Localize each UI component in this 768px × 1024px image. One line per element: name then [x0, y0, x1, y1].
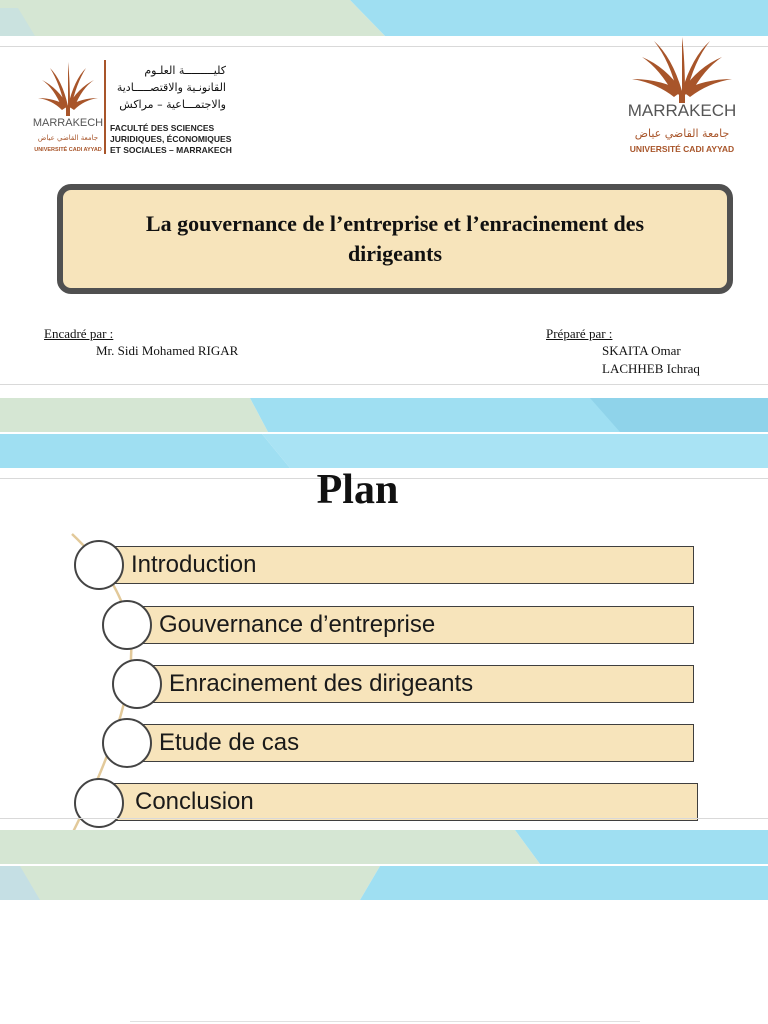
- faculty-arabic-line: القانونـية والاقتصـــــادية: [116, 81, 226, 94]
- bottom-rule: [0, 384, 768, 385]
- bottom-band: [0, 830, 768, 900]
- supervised-label: Encadré par :: [44, 326, 114, 341]
- bullet-circle: [74, 778, 124, 828]
- cover-slide: [0, 0, 768, 385]
- plan-slide: [0, 398, 768, 908]
- plan-item-introduction: [98, 546, 694, 584]
- faculty-arabic: [108, 62, 226, 113]
- plan-item-label: Enracinement des dirigeants: [169, 670, 474, 697]
- bottom-rule: [0, 818, 768, 819]
- logo-left-arabic: جامعة القاضي عياض: [37, 134, 99, 142]
- plan-item-label: Gouvernance d’entreprise: [159, 611, 436, 638]
- plan-item-label: Introduction: [131, 551, 257, 578]
- bullet-circle: [102, 718, 152, 768]
- faculty-arabic-line: والاجتمـــاعية – مراكش: [119, 98, 226, 111]
- plan-title: Plan: [316, 467, 399, 513]
- faculty-french-line: ET SOCIALES – MARRAKECH: [110, 145, 232, 155]
- logo-left-univ: UNIVERSITÉ CADI AYYAD: [34, 147, 102, 153]
- plan-item-enracinement: [136, 665, 694, 703]
- presentation-title: La gouvernance de l’entreprise et l’enracinement des dirigeants: [145, 211, 645, 266]
- logo-right-arabic: جامعة القاضي عياض: [634, 127, 730, 140]
- prepared-label: Préparé par :: [546, 326, 613, 341]
- plan-item-label: Conclusion: [135, 788, 254, 815]
- faculty-french: [110, 123, 240, 156]
- university-logo-right: [620, 35, 744, 160]
- author-name: LACHHEB Ichraq: [602, 361, 700, 376]
- faculty-french-line: FACULTÉ DES SCIENCES: [110, 123, 215, 133]
- plan-item-etude-de-cas: [126, 724, 694, 762]
- logo-left-city: MARRAKECH: [32, 117, 104, 129]
- author-name: SKAITA Omar: [602, 343, 681, 358]
- logo-right-city: MARRAKECH: [627, 101, 737, 120]
- plan-item-gouvernance: [126, 606, 694, 644]
- logo-divider: [104, 60, 106, 154]
- bullet-circle: [112, 659, 162, 709]
- faculty-french-line: JURIDIQUES, ÉCONOMIQUES: [110, 134, 232, 144]
- page-edge-rule: [130, 1021, 640, 1022]
- top-band: [0, 0, 768, 36]
- bullet-circle: [74, 540, 124, 590]
- plan-item-conclusion: [98, 783, 698, 821]
- title-box: [57, 184, 733, 294]
- logo-right-univ: UNIVERSITÉ CADI AYYAD: [629, 144, 735, 154]
- plan-item-label: Etude de cas: [159, 729, 300, 756]
- faculty-arabic-line: كليـــــــــة العلـوم: [144, 64, 226, 77]
- supervisor-name: Mr. Sidi Mohamed RIGAR: [96, 343, 239, 358]
- university-logo-left: [28, 58, 108, 158]
- bullet-circle: [102, 600, 152, 650]
